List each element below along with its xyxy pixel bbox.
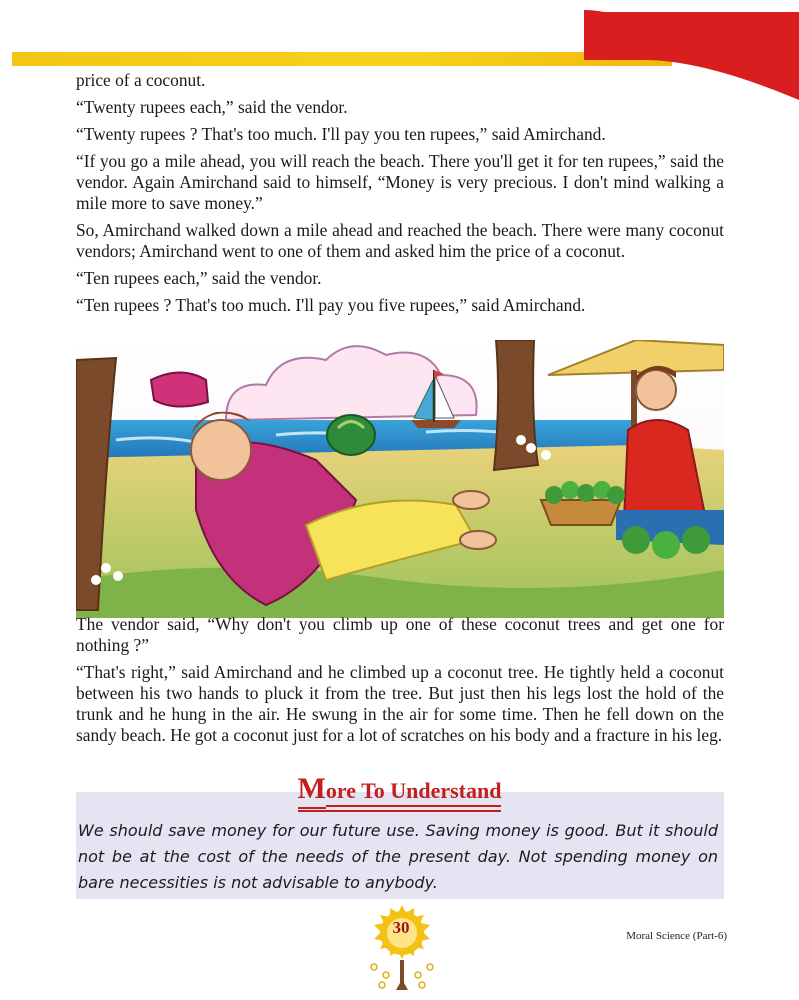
story-paragraph: “If you go a mile ahead, you will reach the beach. There you'll get it for ten rupees,” said the vendor. Again Amirchand said to himself, “Money is very precious. I don't mind walking a mile more to save money.” [76, 151, 724, 213]
page-number: 30 [392, 918, 410, 937]
story-text-top [76, 70, 724, 322]
story-paragraph: “Twenty rupees each,” said the vendor. [76, 97, 348, 117]
section-title-initial: M [298, 772, 326, 809]
story-paragraph: “Twenty rupees ? That's too much. I'll pay you ten rupees,” said Amirchand. [76, 124, 606, 144]
section-title [0, 772, 799, 812]
story-paragraph: “Ten rupees each,” said the vendor. [76, 268, 322, 288]
story-paragraph: “That's right,” said Amirchand and he climbed up a coconut tree. He tightly held a coconut between his two hands to pluck it from the tree. But just then his legs lost the hold of the trunk and he hung in the air. He swung in the air for some time. Then he fell down on the sandy beach. He got a coconut just for a lot of scratches on his body and a fracture in his leg. [76, 662, 724, 745]
story-illustration [76, 340, 724, 618]
story-paragraph: price of a coconut. [76, 70, 206, 90]
book-label: Moral Science (Part-6) [626, 930, 727, 942]
story-text-bottom [76, 614, 724, 752]
story-paragraph: So, Amirchand walked down a mile ahead and reached the beach. There were many coconut vendors; Amirchand went to one of them and asked him the price of a coconut. [76, 220, 724, 261]
section-title-rest: ore To Understand [326, 778, 502, 807]
story-paragraph: The vendor said, “Why don't you climb up one of these coconut trees and get one for nothing ?” [76, 614, 724, 655]
understand-text: We should save money for our future use. Saving money is good. But it should not be at the cost of the needs of the present day. Not spending money on bare necessities is not advisable to anybody. [78, 821, 718, 892]
falling-hat [151, 373, 208, 407]
header-yellow-band [12, 52, 672, 66]
story-paragraph: “Ten rupees ? That's too much. I'll pay you five rupees,” said Amirchand. [76, 295, 586, 315]
